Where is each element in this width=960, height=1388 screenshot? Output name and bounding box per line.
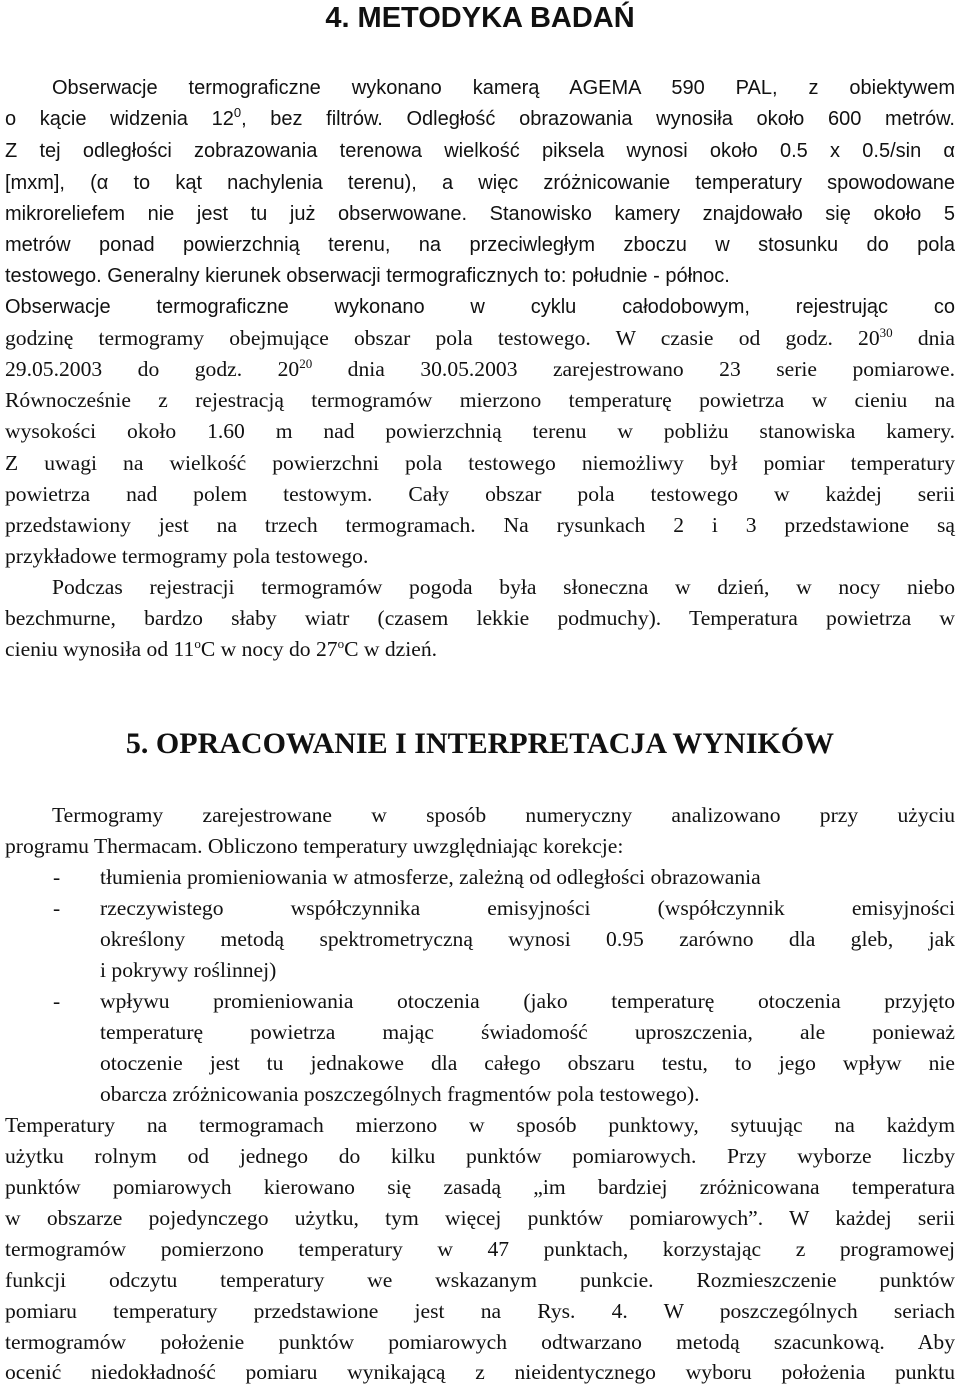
section-4-line: Równocześnie z rejestracją termogramów mierzono temperaturę powietrza w cieniu na: [5, 388, 955, 412]
section-4-line: Z uwagi na wielkość powierzchni pola testowego niemożliwy był pomiar temperatury: [5, 451, 955, 475]
section-4-line: godzinę termogramy obejmujące obszar pola testowego. W czasie od godz. $20^{30}$ dnia: [5, 325, 956, 350]
correction-item-line: obarcza zróżnicowania poszczególnych fragmentów pola testowego).: [100, 1082, 700, 1106]
section-4-line: przykładowe termogramy pola testowego.: [5, 544, 369, 568]
section-4-line: powietrza nad polem testowym. Cały obszar pola testowego w każdej serii: [5, 482, 955, 506]
section-4-line: Z tej odległości zobrazowania terenowa wielkość piksela wynosi około 0.5 x 0.5/sin α: [5, 140, 955, 162]
section-5-body-line: użytku rolnym od jednego do kilku punktów pomiarowych. Przy wyborze liczby: [5, 1144, 955, 1168]
correction-item-line: określony metodą spektrometryczną wynosi 0.95 zarówno dla gleb, jak: [100, 927, 955, 951]
section-5-body-line: funkcji odczytu temperatury we wskazanym punkcie. Rozmieszczenie punktów: [5, 1268, 955, 1292]
section-4-line: o kącie widzenia $12^0$, bez filtrów. Odległość obrazowania wynosiła około 600 metrów.: [5, 105, 955, 130]
section-5-body-line: pomiaru temperatury przedstawione jest na Rys. 4. W poszczególnych seriach: [5, 1299, 955, 1323]
section-4-line: 29.05.2003 do godz. $20^{20}$ dnia 30.05.2003 zarejestrowano 23 serie pomiarowe.: [5, 356, 956, 381]
section-4-line: przedstawiony jest na trzech termogramach. Na rysunkach 2 i 3 przedstawione są: [5, 513, 955, 537]
correction-item-line: temperaturę powietrza mając świadomość uproszczenia, ale ponieważ: [100, 1020, 955, 1044]
section-4-line: bezchmurne, bardzo słaby wiatr (czasem lekkie podmuchy). Temperatura powietrza w: [5, 606, 955, 630]
section-4-line: Podczas rejestracji termogramów pogoda była słoneczna w dzień, w nocy niebo: [52, 575, 955, 599]
section-4-line: [mxm], (α to kąt nachylenia terenu), a więc zróżnicowanie temperatury spowodowane: [5, 172, 955, 194]
correction-item-line: otoczenie jest tu jednakowe dla całego obszaru testu, to jego wpływ nie: [100, 1051, 955, 1075]
section-4-title: 4. METODYKA BADAŃ: [325, 2, 635, 34]
correction-item-line: i pokrywy roślinnej): [100, 958, 277, 982]
section-5-body-line: termogramów pomierzono temperatury w 47 punktach, korzystając z programowej: [5, 1237, 955, 1261]
section-5-body-line: ocenić niedokładność pomiaru wynikającą z nieidentycznego wyboru położenia punktu: [5, 1360, 955, 1384]
correction-item: - wpływu promieniowania otoczenia (jako temperaturę otoczenia przyjęto: [5, 986, 955, 1017]
correction-item: - rzeczywistego współczynnika emisyjności (współczynnik emisyjności: [5, 893, 955, 924]
list-dash: -: [53, 896, 61, 920]
section-5-line: programu Thermacam. Obliczono temperatury uwzględniając korekcje:: [5, 834, 624, 858]
section-4-line: wysokości około 1.60 m nad powierzchnią terenu w pobliżu stanowiska kamery.: [5, 419, 955, 443]
section-4-line: testowego. Generalny kierunek obserwacji termograficznych to: południe - północ.: [5, 265, 730, 287]
section-5-body-line: termogramów położenie punktów pomiarowych odtwarzano metodą szacunkową. Aby: [5, 1330, 955, 1354]
section-5-body-line: w obszarze pojedynczego użytku, tym więcej punktów pomiarowych”. W każdej serii: [5, 1206, 955, 1230]
list-dash: -: [53, 989, 61, 1013]
section-4-line: cieniu wynosiła od 11$^o$C w nocy do 27$^o$C w dzień.: [5, 636, 438, 661]
correction-item: - tłumienia promieniowania w atmosferze, zależną od odległości obrazowania: [5, 862, 955, 893]
section-5-body-line: punktów pomiarowych kierowano się zasadą „im bardziej zróżnicowana temperatura: [5, 1175, 955, 1199]
section-5-body-line: Temperatury na termogramach mierzono w sposób punktowy, sytuując na każdym: [5, 1113, 955, 1137]
section-5-line: Termogramy zarejestrowane w sposób numeryczny analizowano przy użyciu: [52, 803, 955, 827]
section-5-title: 5. OPRACOWANIE I INTERPRETACJA WYNIKÓW: [125, 727, 835, 760]
section-4-line: Obserwacje termograficzne wykonano kamerą AGEMA 590 PAL, z obiektywem: [52, 77, 955, 99]
section-4-line: Obserwacje termograficzne wykonano w cyklu całodobowym, rejestrując co: [5, 296, 955, 318]
section-4-line: metrów ponad powierzchnią terenu, na przeciwległym zboczu w stosunku do pola: [5, 234, 955, 256]
section-4-line: mikroreliefem nie jest tu już obserwowane. Stanowisko kamery znajdowało się około 5: [5, 203, 955, 225]
list-dash: -: [53, 865, 61, 889]
